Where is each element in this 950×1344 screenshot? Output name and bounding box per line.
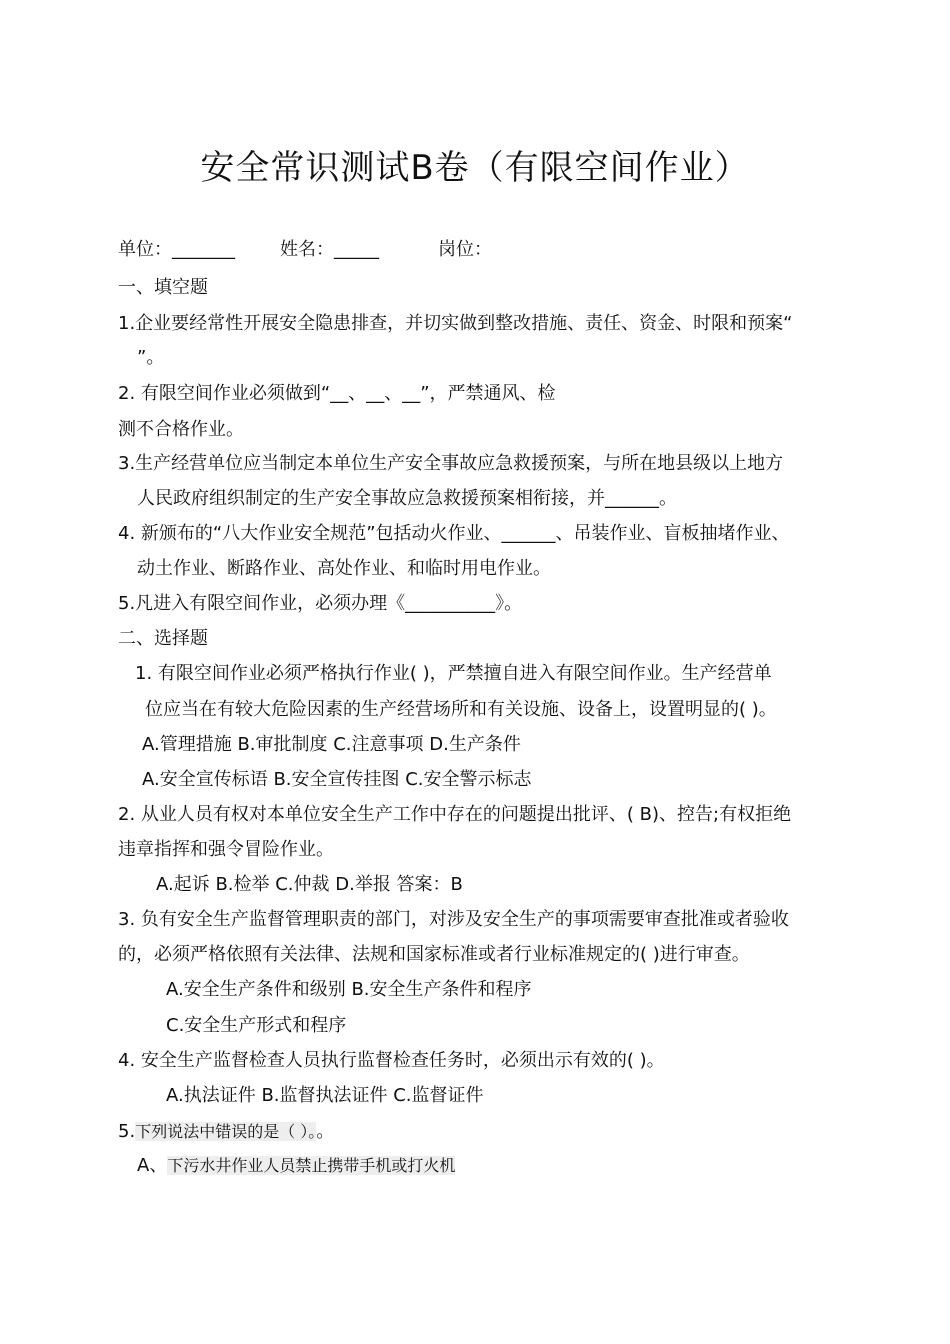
option-line: A.安全宣传标语 B.安全宣传挂图 C.安全警示标志 — [142, 769, 532, 790]
fill-blank-line: 测不合格作业。 — [118, 419, 244, 440]
question-line: 2. 从业人员有权对本单位安全生产工作中存在的问题提出批评、( B)、控告;有权拒绝 — [118, 804, 792, 825]
fill-blank-line: ”。 — [137, 347, 165, 368]
question-5-option-a — [137, 1154, 455, 1178]
option-line: A.起诉 B.检举 C.仲裁 D.举报 答案：B — [156, 874, 463, 895]
option-line: A.安全生产条件和级别 B.安全生产条件和程序 — [166, 979, 532, 1000]
option-line: A.执法证件 B.监督执法证件 C.监督证件 — [166, 1085, 484, 1106]
fill-blank-line: 动土作业、断路作业、高处作业、和临时用电作业。 — [137, 558, 551, 579]
post-field: 岗位： — [438, 239, 492, 260]
question-5 — [118, 1120, 334, 1144]
question-line: 位应当在有较大危险因素的生产经营场所和有关设施、设备上，设置明显的( )。 — [145, 699, 777, 720]
section-heading-choice: 二、选择题 — [118, 628, 208, 649]
highlighted-question-text: 下列说法中错误的是（ ）。 — [135, 1122, 317, 1141]
option-label: A、 — [137, 1155, 168, 1176]
fill-blank-line: 3.生产经营单位应当制定本单位生产安全事故应急救援预案，与所在地县级以上地方 — [118, 453, 784, 474]
option-line: A.管理措施 B.审批制度 C.注意事项 D.生产条件 — [142, 734, 521, 755]
fill-blank-line: 5.凡进入有限空间作业，必须办理《__________》。 — [118, 593, 523, 614]
question-line: 3. 负有安全生产监督管理职责的部门，对涉及安全生产的事项需要审查批准或者验收 — [118, 909, 789, 930]
section-heading-fill-blank: 一、填空题 — [118, 277, 208, 298]
trailing-punct: 。 — [316, 1121, 335, 1142]
question-line: 4. 安全生产监督检查人员执行监督检查任务时，必须出示有效的( )。 — [118, 1050, 665, 1071]
highlighted-option-text: 下污水井作业人员禁止携带手机或打火机 — [167, 1156, 456, 1175]
question-line: 的，必须严格依照有关法律、法规和国家标准或者行业标准规定的( )进行审查。 — [118, 944, 750, 965]
question-number: 5. — [118, 1121, 136, 1142]
unit-field: 单位：_______ — [118, 239, 235, 260]
question-line: 违章指挥和强令冒险作业。 — [118, 839, 334, 860]
fill-blank-line: 1.企业要经常性开展安全隐患排查，并切实做到整改措施、责任、资金、时限和预案“ — [118, 313, 793, 334]
document-title: 安全常识测试B卷（有限空间作业） — [200, 148, 750, 188]
option-line: C.安全生产形式和程序 — [166, 1015, 347, 1036]
fill-blank-line: 2. 有限空间作业必须做到“__、__、__”，严禁通风、检 — [118, 383, 556, 404]
fill-blank-line: 人民政府组织制定的生产安全事故应急救援预案相衔接，并______。 — [137, 488, 677, 509]
question-line: 1. 有限空间作业必须严格执行作业( )，严禁擅自进入有限空间作业。生产经营单 — [135, 663, 772, 684]
fill-blank-line: 4. 新颁布的“八大作业安全规范”包括动火作业、______、吊装作业、盲板抽堵作业、 — [118, 523, 790, 544]
name-field: 姓名：_____ — [280, 239, 379, 260]
